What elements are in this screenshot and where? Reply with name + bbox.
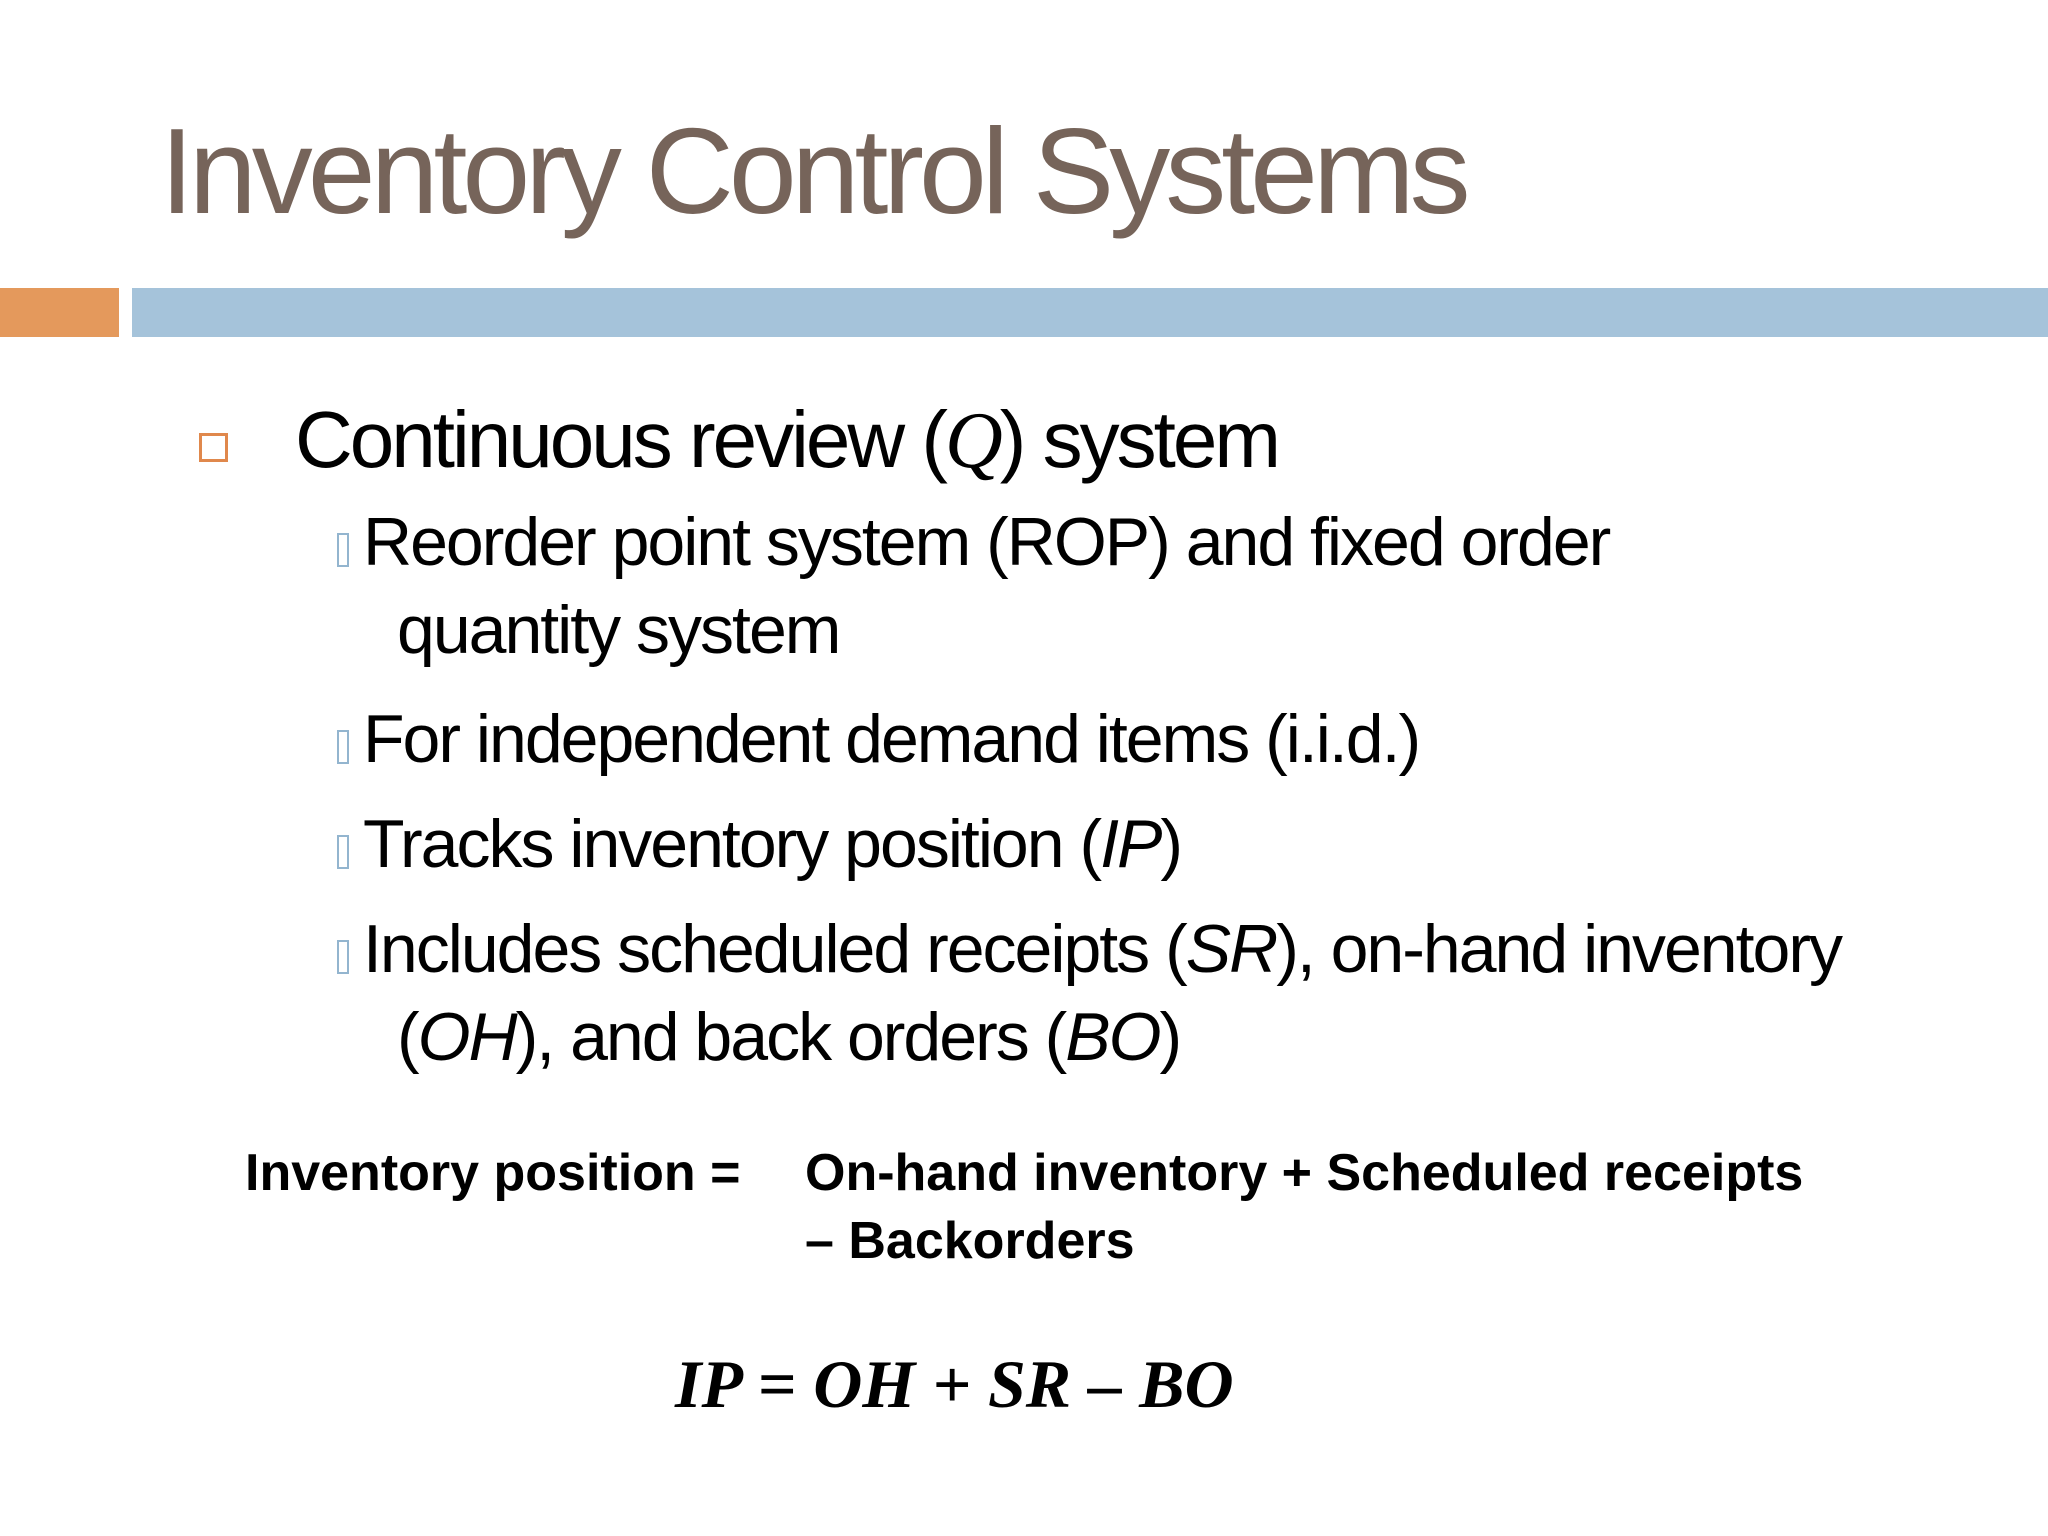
main-bullet-text-end: ) system [999, 395, 1279, 484]
equation-rhs-line1: On-hand inventory + Scheduled receipts [805, 1144, 1804, 1202]
sub-bullet-rop-line2: quantity system [397, 592, 840, 669]
sr-abbr: SR [1185, 911, 1277, 987]
equation-rhs-line2: – Backorders [805, 1211, 1135, 1270]
bo-abbr: BO [1065, 999, 1160, 1076]
includes-text-2: ), on-hand inventory [1276, 911, 1841, 987]
slide-title: Inventory Control Systems [160, 103, 1466, 239]
sub-bullet-tracks-end: ) [1160, 806, 1182, 882]
ip-abbr: IP [1100, 806, 1161, 882]
sub-bullet-icon [337, 940, 349, 974]
sub-bullet-rop-line1: Reorder point system (ROP) and fixed order [363, 504, 1610, 580]
sub-bullet-includes [337, 905, 1841, 1082]
includes-text-1: Includes scheduled receipts ( [363, 911, 1186, 987]
includes-text-4: ), and back orders ( [515, 999, 1066, 1076]
includes-text-5: ) [1159, 999, 1181, 1076]
q-symbol: Q [945, 397, 1000, 485]
sub-bullet-independent-text: For independent demand items (i.i.d.) [363, 701, 1420, 777]
includes-line2 [337, 993, 1841, 1081]
sub-bullet-icon [337, 835, 349, 869]
sub-bullet-tracks [337, 800, 1181, 888]
square-bullet-icon [199, 433, 228, 462]
sub-bullet-tracks-text: Tracks inventory position ( [363, 806, 1101, 882]
equation-label: Inventory position = [245, 1144, 741, 1202]
includes-text-3: ( [397, 999, 418, 1076]
formula: IP = OH + SR – BO [675, 1346, 1234, 1422]
accent-bar-blue [132, 288, 2048, 337]
main-bullet [295, 396, 1278, 485]
sub-bullet-icon [337, 533, 349, 567]
sub-bullet-icon [337, 730, 349, 764]
equation-rhs [805, 1140, 1803, 1275]
accent-bar-orange [0, 288, 119, 337]
main-bullet-text: Continuous review ( [295, 395, 945, 484]
oh-abbr: OH [417, 999, 516, 1076]
sub-bullet-rop [337, 498, 1609, 675]
sub-bullet-independent [337, 695, 1419, 783]
